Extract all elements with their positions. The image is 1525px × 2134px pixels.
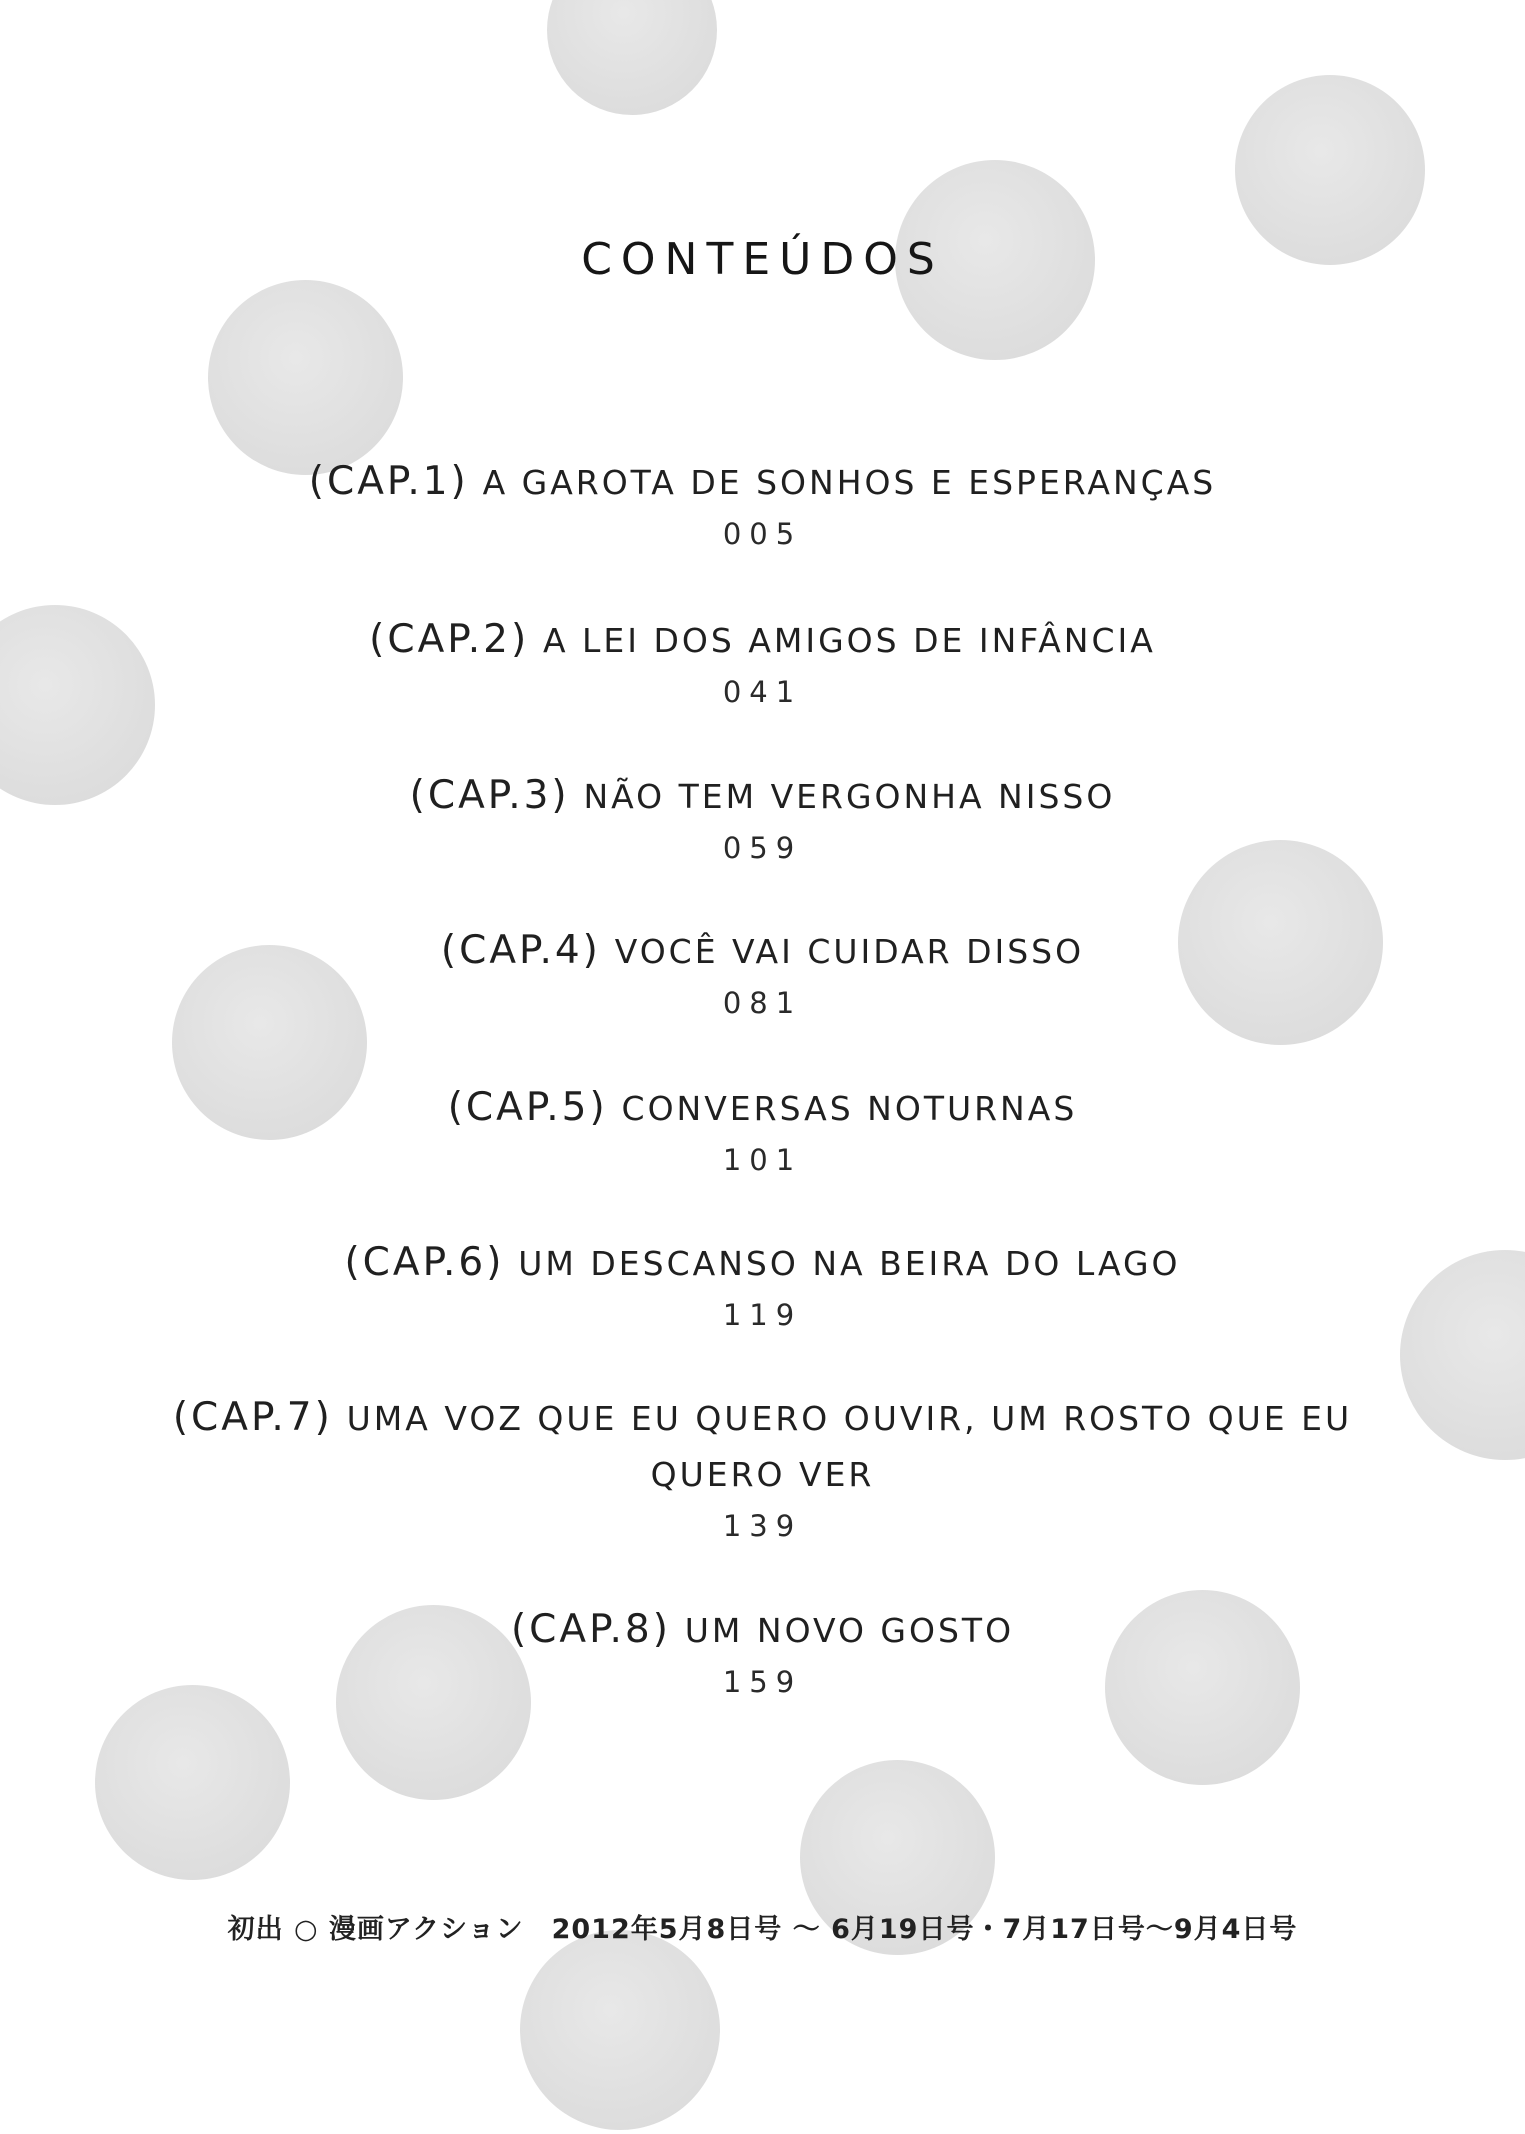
chapter-entry	[140, 454, 1385, 559]
chapter-number: (CAP.2)	[369, 617, 530, 662]
chapter-page-number: 159	[722, 1665, 803, 1699]
chapter-entry	[140, 1602, 1385, 1707]
chapter-title: A LEI DOS AMIGOS DE INFÂNCIA	[542, 621, 1156, 660]
chapter-page-number: 005	[722, 517, 803, 551]
chapter-entry	[140, 1390, 1385, 1551]
chapter-entry	[140, 768, 1385, 873]
chapter-heading	[140, 454, 1385, 511]
chapter-page-number: 041	[722, 675, 803, 709]
chapter-number: (CAP.6)	[344, 1240, 505, 1285]
chapter-number: (CAP.4)	[440, 928, 601, 973]
chapter-entry	[140, 923, 1385, 1028]
chapter-heading	[140, 612, 1385, 669]
chapter-entry	[140, 1080, 1385, 1185]
chapter-number: (CAP.1)	[308, 459, 469, 504]
chapter-title: NÃO TEM VERGONHA NISSO	[583, 777, 1116, 816]
chapter-title: A GAROTA DE SONHOS E ESPERANÇAS	[482, 463, 1217, 502]
decorative-dot	[547, 0, 717, 115]
decorative-dot	[95, 1685, 290, 1880]
chapter-heading	[140, 1235, 1385, 1292]
chapter-number: (CAP.8)	[510, 1607, 671, 1652]
decorative-dot	[208, 280, 403, 475]
chapter-page-number: 081	[722, 986, 803, 1020]
chapter-page-number: 059	[722, 831, 803, 865]
first-publication-note: 初出 ○ 漫画アクション 2012年5月8日号 ～ 6月19日号・7月17日号～9月4日号	[227, 1914, 1298, 1945]
chapter-heading	[140, 768, 1385, 825]
decorative-dot	[520, 1930, 720, 2130]
decorative-dot	[1400, 1250, 1525, 1460]
chapter-entry	[140, 1235, 1385, 1340]
chapter-title: VOCÊ VAI CUIDAR DISSO	[614, 932, 1085, 971]
chapter-heading	[140, 923, 1385, 980]
chapter-entry	[140, 612, 1385, 717]
chapter-heading	[140, 1602, 1385, 1659]
chapter-title: CONVERSAS NOTURNAS	[621, 1089, 1078, 1128]
chapter-page-number: 101	[722, 1143, 803, 1177]
chapter-title: UM DESCANSO NA BEIRA DO LAGO	[518, 1244, 1181, 1283]
chapter-title: UMA VOZ QUE EU QUERO OUVIR, UM ROSTO QUE EU QUERO VER	[346, 1399, 1353, 1494]
page-title: CONTEÚDOS	[581, 234, 944, 286]
chapter-page-number: 139	[722, 1509, 803, 1543]
decorative-dot	[0, 605, 155, 805]
chapter-number: (CAP.7)	[172, 1395, 333, 1440]
chapter-page-number: 119	[722, 1298, 803, 1332]
chapter-title: UM NOVO GOSTO	[684, 1611, 1015, 1650]
chapter-heading	[140, 1390, 1385, 1503]
chapter-number: (CAP.3)	[409, 773, 570, 818]
chapter-number: (CAP.5)	[447, 1085, 608, 1130]
chapter-heading	[140, 1080, 1385, 1137]
